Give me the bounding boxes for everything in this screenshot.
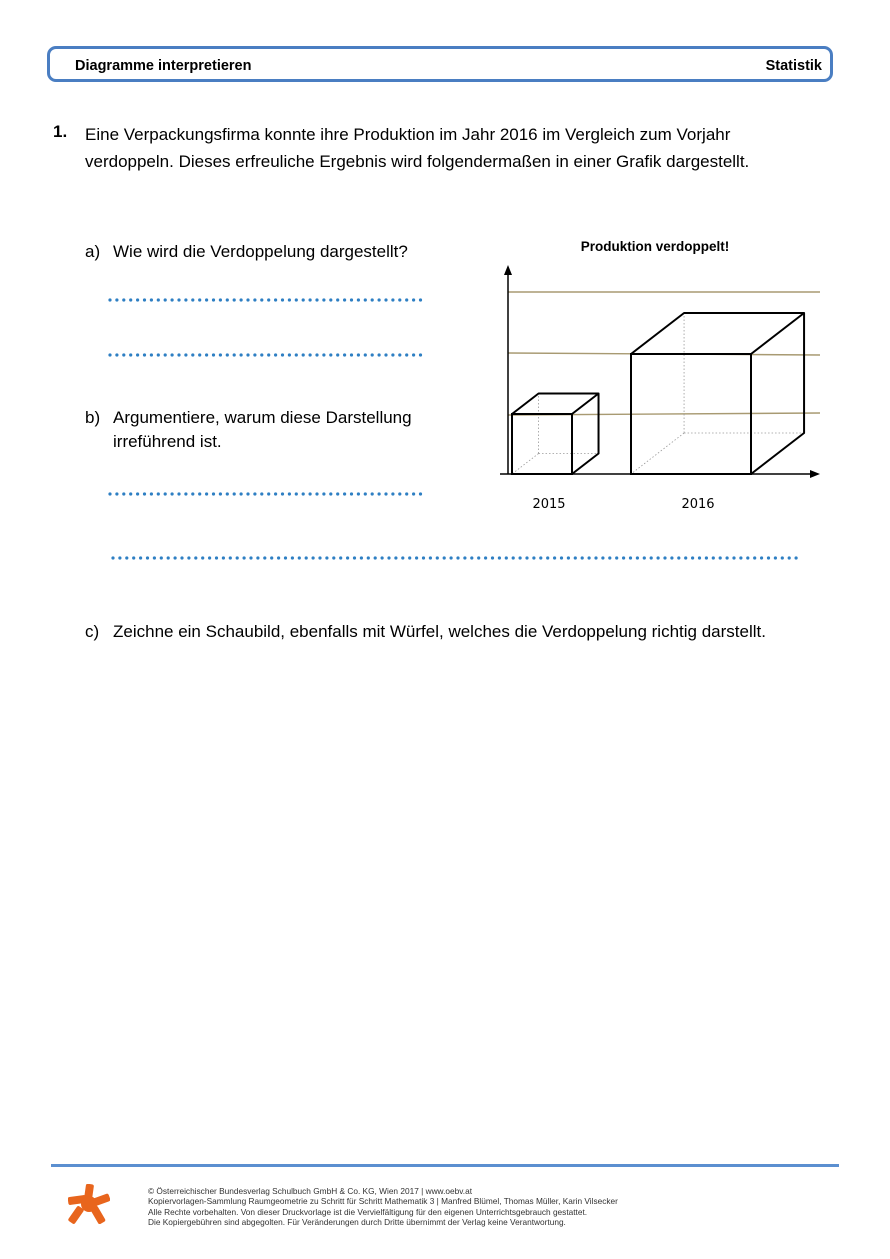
footer-line-1: © Österreichischer Bundesverlag Schulbuch GmbH & Co. KG, Wien 2017 | www.oebv.at	[148, 1186, 472, 1196]
cube-hidden-edges	[631, 313, 804, 474]
publisher-logo-icon	[68, 1184, 110, 1224]
chart-svg	[490, 232, 830, 522]
y-axis-arrow	[504, 265, 512, 275]
cube-hidden-edges	[512, 393, 599, 474]
footer-divider	[51, 1164, 839, 1167]
footer-line-2: Kopiervorlagen-Sammlung Raumgeometrie zu Schritt für Schritt Mathematik 3 | Manfred Blümel, Thomas Müller, Karin Vilsecker	[148, 1196, 618, 1207]
task-number: 1.	[53, 122, 68, 141]
footer-copyright	[148, 1186, 748, 1228]
task-intro-line-2: verdoppeln. Dieses erfreuliche Ergebnis wird folgendermaßen in einer Grafik dargestellt.	[85, 152, 750, 171]
subtask-c-text: Zeichne ein Schaubild, ebenfalls mit Würfel, welches die Verdoppelung richtig darstellt.	[113, 622, 766, 641]
cube-front-face	[512, 414, 572, 474]
subtask-b-text-line-2: irreführend ist.	[113, 432, 222, 451]
subtask-a	[85, 240, 408, 264]
subtask-c-label: c)	[85, 622, 100, 641]
subtask-b-text-line-1: Argumentiere, warum diese Darstellung	[113, 408, 412, 427]
answer-line-b1[interactable]	[108, 492, 424, 496]
category-label-2016: 2016	[681, 497, 715, 512]
cube-visible-edges	[631, 313, 804, 474]
subtask-b-label: b)	[85, 408, 101, 427]
answer-line-b2[interactable]	[111, 556, 803, 560]
production-chart	[490, 232, 830, 522]
worksheet-header	[47, 46, 833, 82]
footer-line-3: Alle Rechte vorbehalten. Von dieser Druckvorlage ist die Vervielfältigung für den eigenen Unterrichtsgebrauch gestattet.	[148, 1206, 588, 1217]
cube-visible-edges	[512, 393, 599, 474]
cube-layer	[512, 313, 804, 474]
x-axis-arrow	[810, 470, 820, 478]
subtask-c	[85, 620, 766, 644]
task-intro-line-1: Eine Verpackungsfirma konnte ihre Produktion im Jahr 2016 im Vergleich zum Vorjahr	[85, 125, 731, 144]
subtask-a-text: Wie wird die Verdoppelung dargestellt?	[113, 242, 408, 261]
chart-title: Produktion verdoppelt!	[580, 239, 730, 254]
category-label-2015: 2015	[532, 497, 566, 512]
subtask-a-label: a)	[85, 242, 101, 261]
task-intro	[85, 121, 825, 175]
worksheet-subject: Statistik	[765, 58, 822, 74]
cube-2016	[631, 313, 804, 474]
subtask-b	[85, 406, 412, 454]
answer-line-a1[interactable]	[108, 298, 424, 302]
cube-2015	[512, 393, 599, 474]
answer-line-a2[interactable]	[108, 353, 424, 357]
footer-line-4: Die Kopiergebühren sind abgegolten. Für Veränderungen durch Dritte übernimmt der Verlag keine Verantwortung.	[148, 1217, 566, 1228]
worksheet-title: Diagramme interpretieren	[75, 58, 252, 74]
